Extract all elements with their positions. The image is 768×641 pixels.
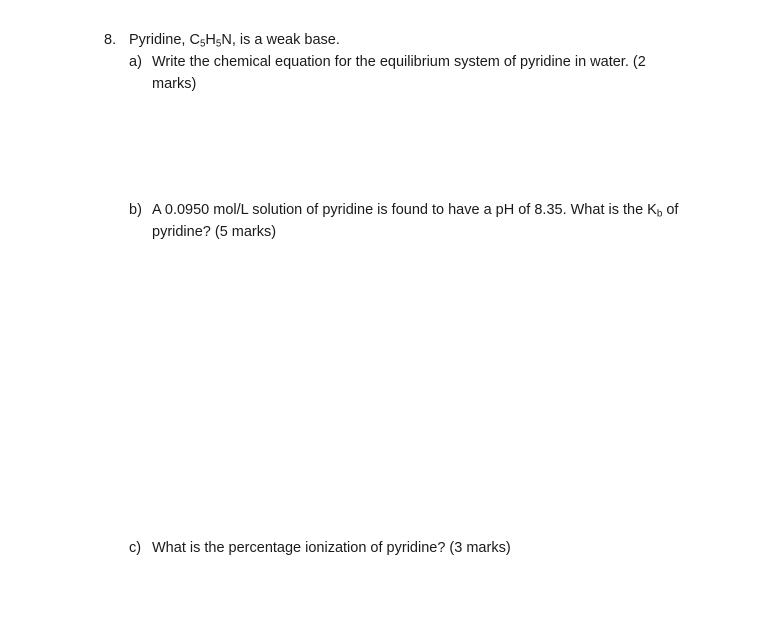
question-number: 8. (104, 32, 117, 48)
part-b-letter: b) (129, 202, 142, 218)
part-a-text: Write the chemical equation for the equilibrium system of pyridine in water. (2 marks) (152, 54, 646, 92)
part-c-text: What is the percentage ionization of pyridine? (3 marks) (152, 540, 511, 556)
question-stem (129, 31, 340, 49)
part-c-letter: c) (129, 540, 142, 556)
part-b-text: A 0.0950 mol/L solution of pyridine is found to have a pH of 8.35. What is the $K_b$ of pyridine? (5 marks) (152, 202, 679, 240)
kb-subscript: b (656, 208, 663, 220)
pyridine-formula: $C_5H_5N$ (189, 32, 232, 50)
stem-suffix: , is a weak base. (231, 32, 340, 48)
stem-prefix: Pyridine, (129, 32, 190, 48)
part-a-letter: a) (129, 54, 142, 70)
